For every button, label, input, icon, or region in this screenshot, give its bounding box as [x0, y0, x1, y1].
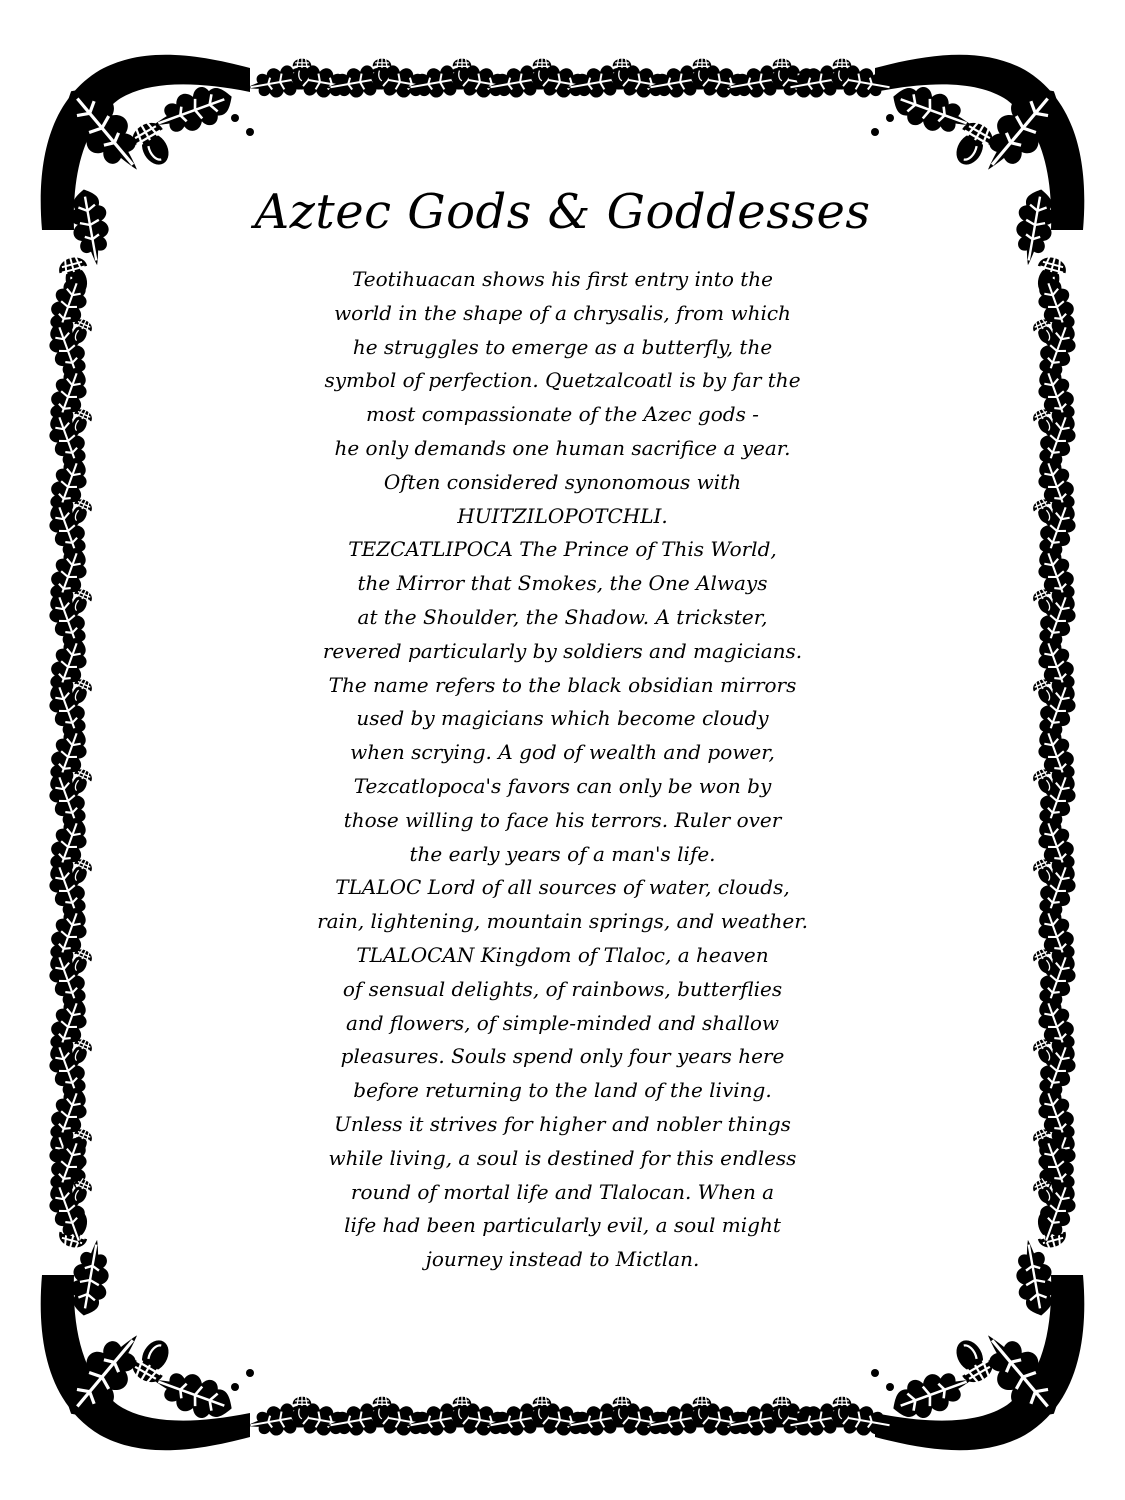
text-line: and flowers, of simple-minded and shallow	[345, 1010, 780, 1035]
text-line: TLALOCAN Kingdom of Tlaloc, a heaven	[356, 942, 769, 967]
text-line: rain, lightening, mountain springs, and weather.	[317, 909, 808, 934]
text-line: Teotihuacan shows his first entry into the	[352, 267, 773, 291]
text-line: while living, a soul is destined for this endless	[328, 1145, 797, 1170]
text-line: those willing to face his terrors. Ruler over	[343, 807, 782, 832]
text-line: the early years of a man's life.	[409, 841, 716, 866]
text-line: TLALOC Lord of all sources of water, clouds,	[335, 875, 790, 900]
corner-top-left	[41, 55, 254, 299]
border-bottom-band	[244, 1395, 896, 1441]
page-title: Aztec Gods & Goddesses	[254, 184, 871, 240]
border-top-band	[244, 57, 896, 103]
text-line: pleasures. Souls spend only four years here	[340, 1044, 785, 1069]
text-line: revered particularly by soldiers and magicians.	[322, 638, 803, 663]
text-line: world in the shape of a chrysalis, from which	[334, 300, 791, 325]
text-line: round of mortal life and Tlalocan. When a	[350, 1179, 775, 1204]
text-line: used by magicians which become cloudy	[356, 706, 769, 731]
text-line: he struggles to emerge as a butterfly, the	[352, 334, 773, 359]
text-line: life had been particularly evil, a soul might	[344, 1213, 781, 1238]
text-line: of sensual delights, of rainbows, butterflies	[342, 976, 783, 1001]
text-line: he only demands one human sacrifice a year.	[334, 435, 791, 460]
text-line: Unless it strives for higher and nobler things	[334, 1111, 791, 1136]
text-line: before returning to the land of the living.	[353, 1078, 772, 1103]
corner-top-right	[871, 55, 1084, 299]
border-right-band	[1030, 272, 1085, 1250]
text-line: the Mirror that Smokes, the One Always	[357, 571, 768, 596]
body-text	[200, 263, 925, 1277]
text-line: most compassionate of the Azec gods -	[366, 402, 759, 427]
text-line: when scrying. A god of wealth and power,	[350, 740, 775, 765]
border-left-band	[41, 272, 96, 1250]
text-line: at the Shoulder, the Shadow. A trickster,	[357, 604, 768, 629]
text-line: TEZCATLIPOCA The Prince of This World,	[348, 537, 777, 562]
text-line: journey instead to Mictlan.	[425, 1247, 700, 1272]
text-line: Often considered synonomous with	[383, 469, 742, 494]
text-line: Tezcatlopoca's favors can only be won by	[353, 773, 772, 798]
text-line: HUITZILOPOTCHLI.	[457, 503, 668, 528]
text-line: The name refers to the black obsidian mirrors	[328, 672, 797, 697]
text-line: symbol of perfection. Quetzalcoatl is by far the	[324, 368, 801, 393]
